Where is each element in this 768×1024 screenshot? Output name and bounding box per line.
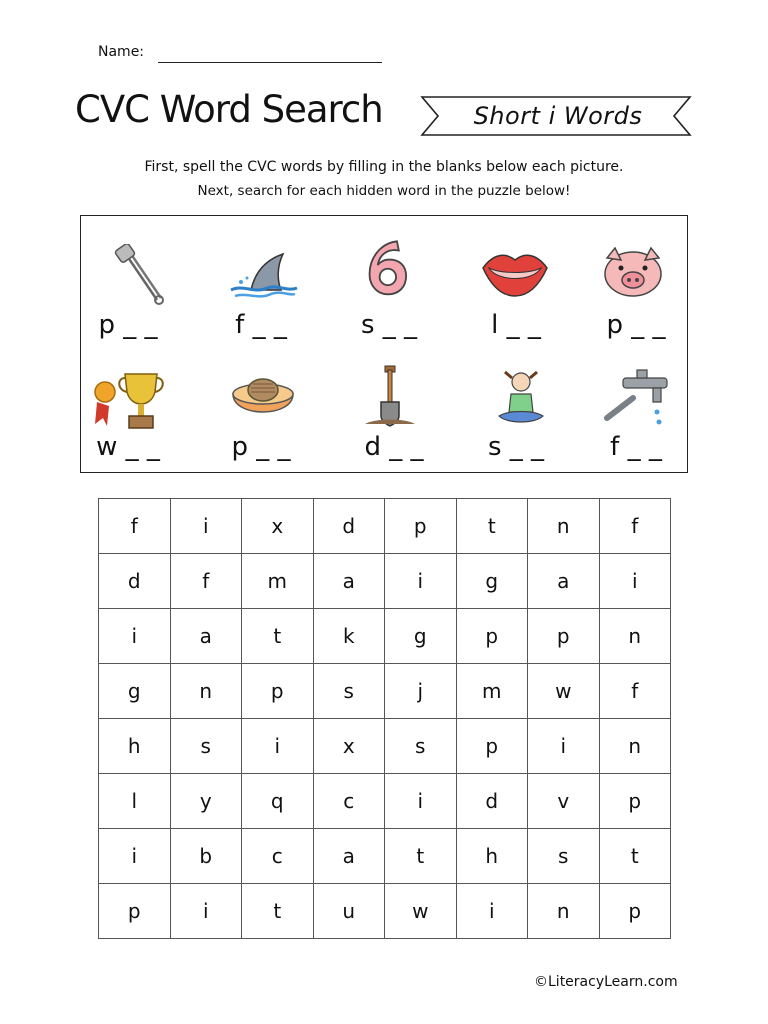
grid-cell[interactable]: w xyxy=(385,884,457,939)
prompt-pig: p _ _ xyxy=(606,310,666,340)
grid-cell[interactable]: i xyxy=(599,554,671,609)
fin-icon xyxy=(221,244,301,308)
grid-cell[interactable]: a xyxy=(313,554,385,609)
grid-cell[interactable]: d xyxy=(99,554,171,609)
pig-icon xyxy=(593,240,673,304)
grid-cell[interactable]: p xyxy=(456,719,528,774)
grid-cell[interactable]: n xyxy=(599,609,671,664)
grid-cell[interactable]: p xyxy=(599,884,671,939)
prompt-six: s _ _ xyxy=(360,310,418,340)
banner-text: Short i Words xyxy=(473,102,643,130)
grid-row xyxy=(99,664,671,719)
grid-cell[interactable]: i xyxy=(99,829,171,884)
grid-cell[interactable]: n xyxy=(599,719,671,774)
fix-faucet-icon xyxy=(597,368,677,432)
grid-cell[interactable]: n xyxy=(528,499,600,554)
safety-pin-icon xyxy=(95,244,175,308)
grid-cell[interactable]: p xyxy=(599,774,671,829)
grid-row xyxy=(99,829,671,884)
grid-cell[interactable]: i xyxy=(99,609,171,664)
grid-cell[interactable]: l xyxy=(99,774,171,829)
grid-cell[interactable]: i xyxy=(385,774,457,829)
dig-shovel-icon xyxy=(349,364,429,428)
grid-cell[interactable]: u xyxy=(313,884,385,939)
grid-cell[interactable]: s xyxy=(385,719,457,774)
grid-cell[interactable]: w xyxy=(528,664,600,719)
grid-cell[interactable]: c xyxy=(313,774,385,829)
sit-girl-icon xyxy=(481,366,561,430)
grid-cell[interactable]: p xyxy=(385,499,457,554)
grid-cell[interactable]: k xyxy=(313,609,385,664)
grid-cell[interactable]: s xyxy=(313,664,385,719)
grid-cell[interactable]: s xyxy=(528,829,600,884)
grid-cell[interactable]: c xyxy=(242,829,314,884)
picture-box xyxy=(80,215,688,473)
grid-row xyxy=(99,609,671,664)
grid-cell[interactable]: g xyxy=(385,609,457,664)
prompt-lip: l _ _ xyxy=(491,310,541,340)
prompt-fix: f _ _ xyxy=(610,432,662,462)
grid-cell[interactable]: p xyxy=(456,609,528,664)
grid-cell[interactable]: a xyxy=(170,609,242,664)
grid-cell[interactable]: j xyxy=(385,664,457,719)
win-trophy-icon xyxy=(91,368,171,432)
grid-cell[interactable]: p xyxy=(242,664,314,719)
grid-cell[interactable]: i xyxy=(170,884,242,939)
grid-cell[interactable]: m xyxy=(456,664,528,719)
grid-cell[interactable]: i xyxy=(528,719,600,774)
grid-cell[interactable]: t xyxy=(456,499,528,554)
word-search-grid xyxy=(98,498,671,939)
name-label: Name: xyxy=(98,44,145,60)
grid-cell[interactable]: t xyxy=(599,829,671,884)
prompt-pit: p _ _ xyxy=(231,432,291,462)
grid-row xyxy=(99,774,671,829)
grid-row xyxy=(99,499,671,554)
grid-cell[interactable]: y xyxy=(170,774,242,829)
prompt-win: w _ _ xyxy=(96,432,160,462)
grid-cell[interactable]: s xyxy=(170,719,242,774)
page-title: CVC Word Search xyxy=(75,88,383,131)
grid-cell[interactable]: x xyxy=(313,719,385,774)
grid-cell[interactable]: i xyxy=(170,499,242,554)
grid-cell[interactable]: q xyxy=(242,774,314,829)
grid-cell[interactable]: f xyxy=(99,499,171,554)
grid-cell[interactable]: x xyxy=(242,499,314,554)
pit-icon xyxy=(223,366,303,430)
grid-row xyxy=(99,884,671,939)
grid-cell[interactable]: v xyxy=(528,774,600,829)
grid-cell[interactable]: m xyxy=(242,554,314,609)
grid-cell[interactable]: i xyxy=(456,884,528,939)
grid-cell[interactable]: n xyxy=(170,664,242,719)
grid-cell[interactable]: a xyxy=(528,554,600,609)
grid-cell[interactable]: t xyxy=(385,829,457,884)
prompt-pin: p _ _ xyxy=(98,310,158,340)
grid-cell[interactable]: f xyxy=(170,554,242,609)
grid-cell[interactable]: i xyxy=(385,554,457,609)
instruction-line-1: First, spell the CVC words by filling in the blanks below each picture. xyxy=(144,159,624,175)
grid-cell[interactable]: p xyxy=(528,609,600,664)
grid-cell[interactable]: g xyxy=(99,664,171,719)
grid-cell[interactable]: t xyxy=(242,609,314,664)
grid-cell[interactable]: h xyxy=(456,829,528,884)
grid-cell[interactable]: h xyxy=(99,719,171,774)
prompt-fin: f _ _ xyxy=(235,310,287,340)
prompt-sit: s _ _ xyxy=(487,432,545,462)
grid-cell[interactable]: b xyxy=(170,829,242,884)
instruction-line-2: Next, search for each hidden word in the puzzle below! xyxy=(197,183,571,199)
name-line[interactable] xyxy=(158,62,382,63)
grid-cell[interactable]: f xyxy=(599,499,671,554)
grid-cell[interactable]: f xyxy=(599,664,671,719)
title-banner xyxy=(420,94,696,138)
grid-cell[interactable]: n xyxy=(528,884,600,939)
prompt-dig: d _ _ xyxy=(364,432,424,462)
grid-cell[interactable]: a xyxy=(313,829,385,884)
grid-cell[interactable]: t xyxy=(242,884,314,939)
grid-row xyxy=(99,719,671,774)
grid-cell[interactable]: g xyxy=(456,554,528,609)
grid-cell[interactable]: i xyxy=(242,719,314,774)
copyright: ©LiteracyLearn.com xyxy=(534,974,678,990)
grid-cell[interactable]: d xyxy=(313,499,385,554)
six-icon xyxy=(346,234,426,298)
grid-row xyxy=(99,554,671,609)
lip-icon xyxy=(475,240,555,304)
grid-cell[interactable]: d xyxy=(456,774,528,829)
grid-cell[interactable]: p xyxy=(99,884,171,939)
